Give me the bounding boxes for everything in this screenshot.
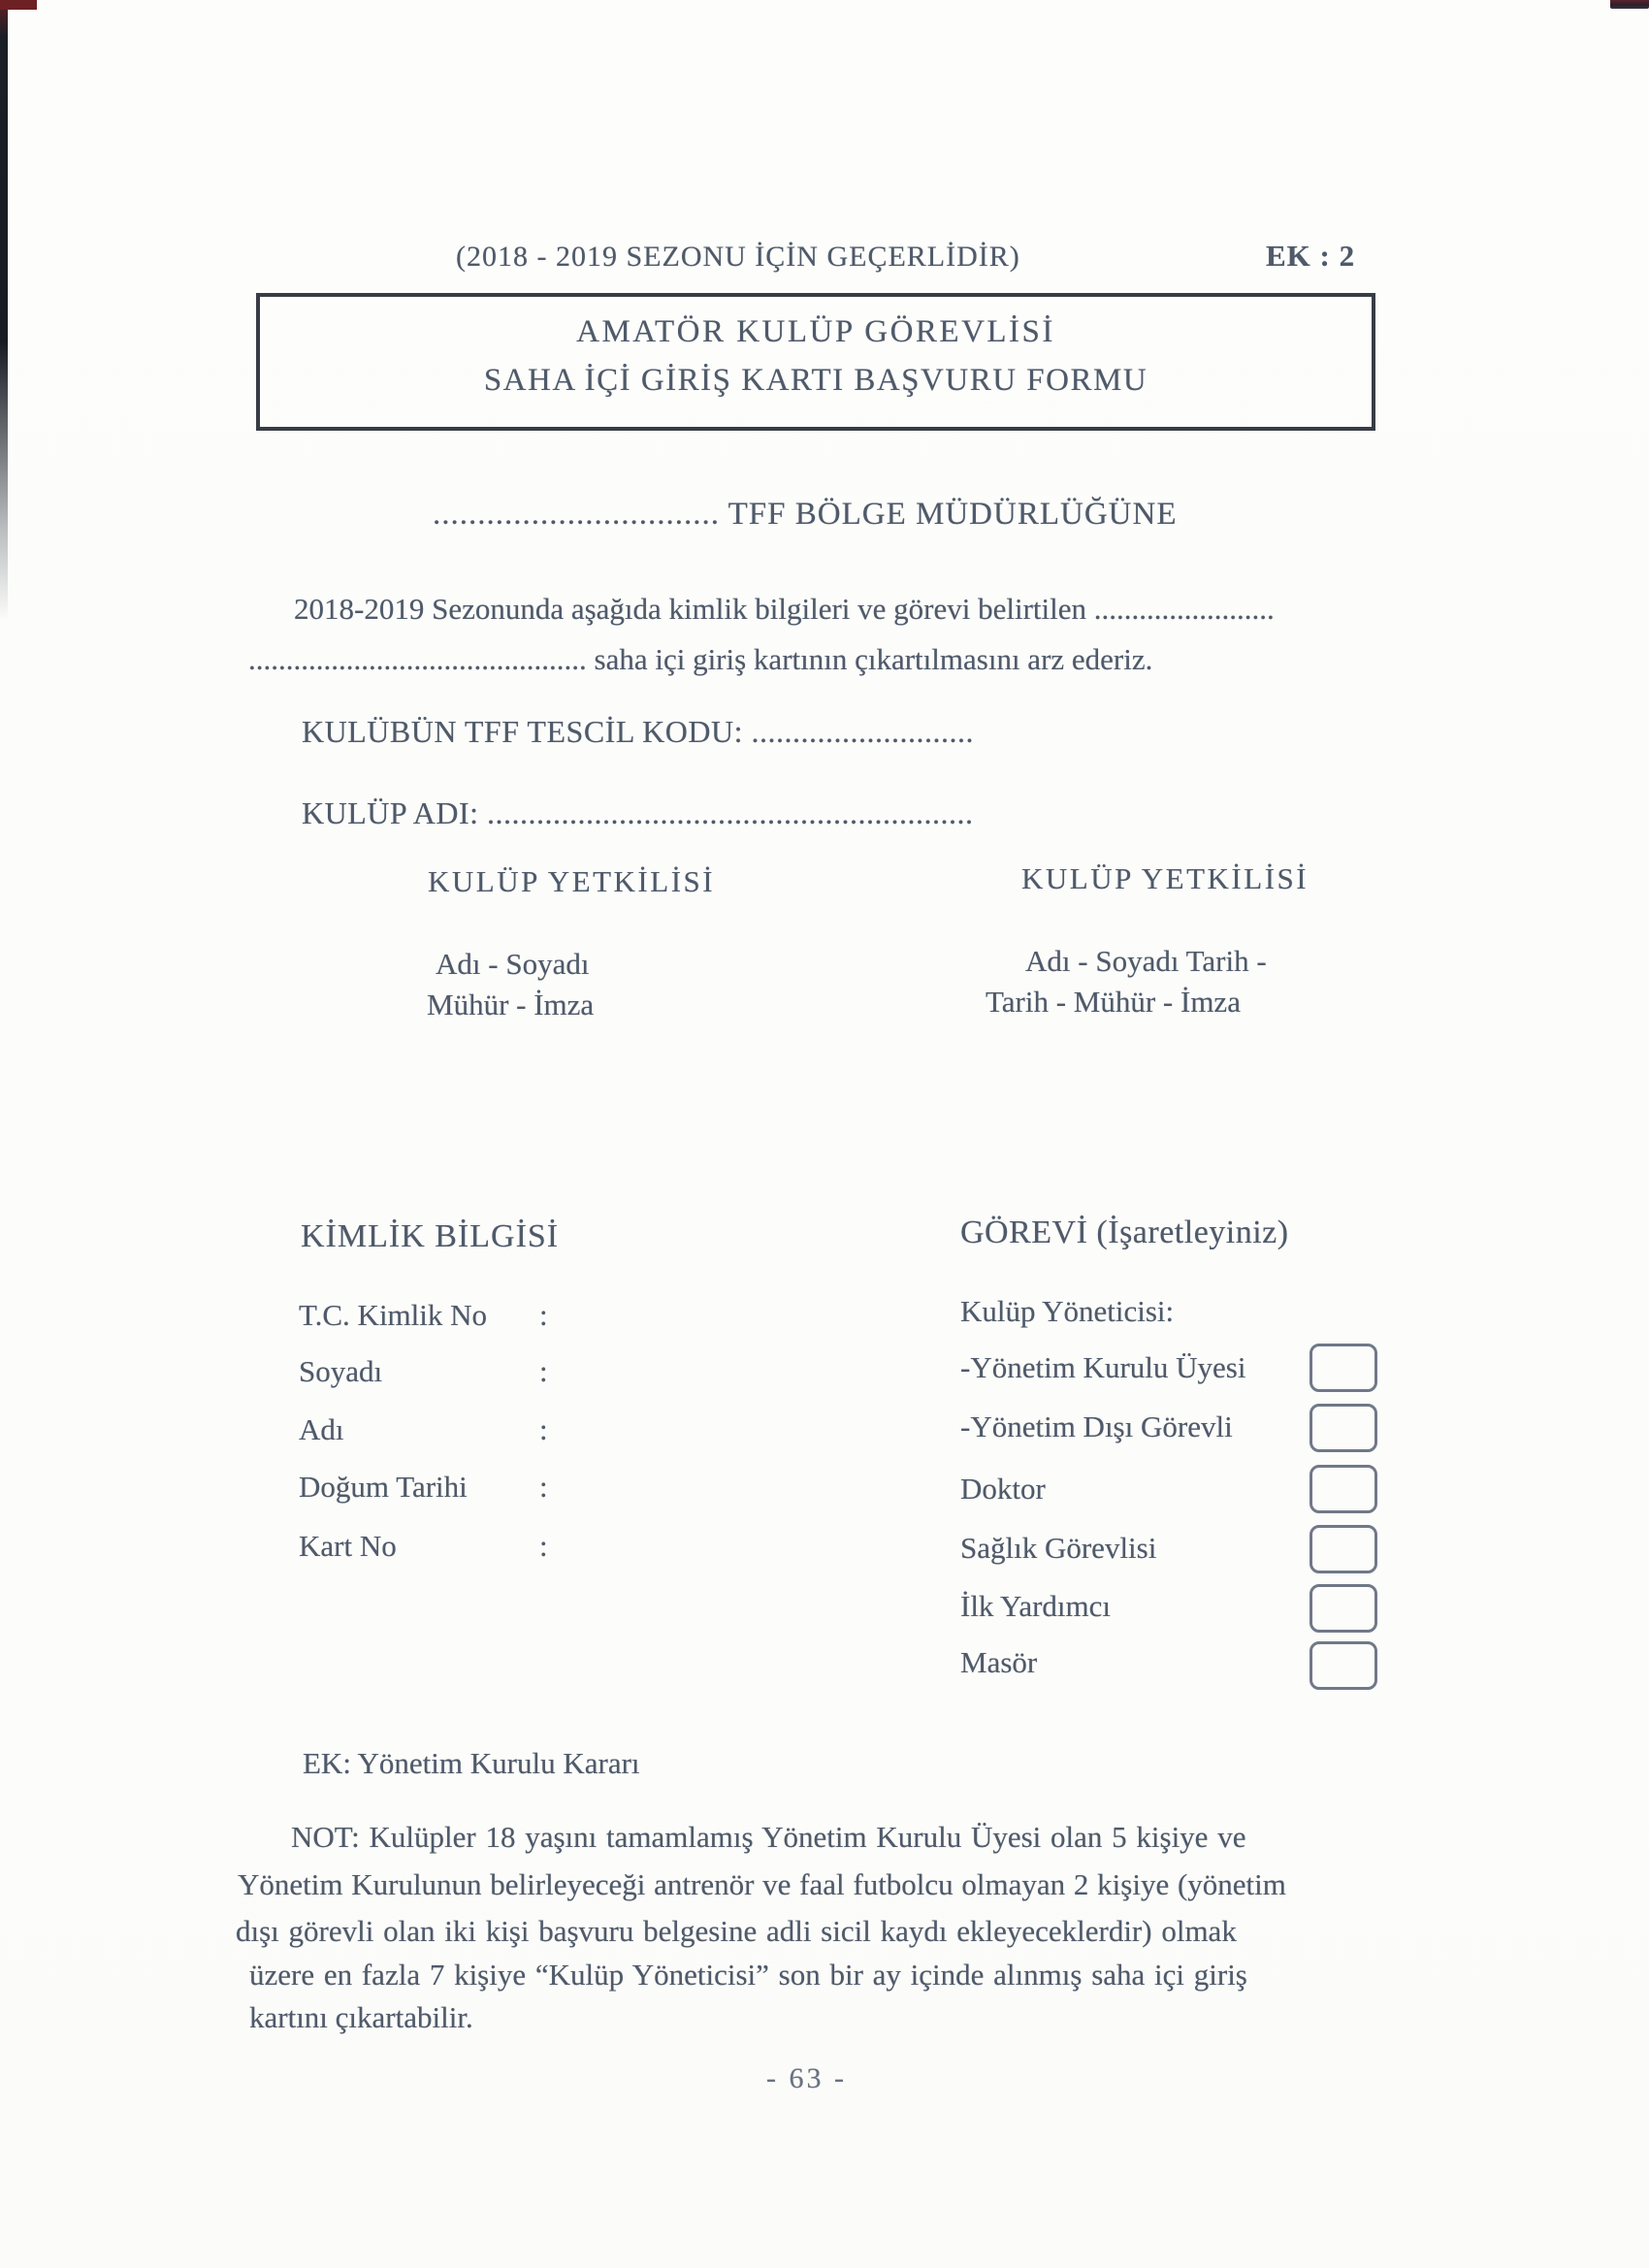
checkbox-masseur[interactable] — [1310, 1641, 1377, 1690]
identity-field-name-label: Adı — [299, 1412, 344, 1446]
club-tff-code-label: KULÜBÜN TFF TESCİL KODU: — [302, 714, 743, 749]
addressee-line: ................................ TFF BÖLGE MÜDÜRLÜĞÜNE — [433, 497, 1178, 532]
club-name-row — [302, 795, 973, 831]
duty-option-first-aider-label: İlk Yardımcı — [960, 1589, 1111, 1623]
identity-field-cardno-label: Kart No — [299, 1529, 397, 1563]
identity-field-birthdate-colon: : — [539, 1470, 548, 1504]
footnote-line-1: NOT: Kulüpler 18 yaşını tamamlamış Yönetim Kurulu Üyesi olan 5 kişiye ve — [291, 1820, 1246, 1854]
identity-field-cardno-colon: : — [539, 1529, 548, 1563]
identity-field-name-colon: : — [539, 1412, 548, 1446]
signatory-right-name-line: Adı - Soyadı Tarih - — [1025, 944, 1267, 978]
attachment-note: EK: Yönetim Kurulu Kararı — [303, 1746, 640, 1780]
form-title-line2: SAHA İÇİ GİRİŞ KARTI BAŞVURU FORMU — [483, 363, 1148, 398]
duty-subtitle-club-manager: Kulüp Yöneticisi: — [960, 1294, 1175, 1328]
identity-field-tc-label: T.C. Kimlik No — [299, 1298, 488, 1332]
signatory-right-seal-line: Tarih - Mühür - İmza — [986, 985, 1241, 1019]
signatory-right-title: KULÜP YETKİLİSİ — [1021, 861, 1310, 895]
identity-field-surname-label: Soyadı — [299, 1354, 383, 1388]
checkbox-health-officer[interactable] — [1310, 1525, 1377, 1573]
signatory-left-name-line: Adı - Soyadı — [436, 947, 590, 981]
duty-option-masseur-label: Masör — [960, 1645, 1038, 1679]
form-title-line1: AMATÖR KULÜP GÖREVLİSİ — [576, 314, 1055, 349]
intro-line-1: 2018-2019 Sezonunda aşağıda kimlik bilgileri ve görevi belirtilen ........................ — [294, 592, 1275, 626]
club-name-blank[interactable]: ........................................................... — [486, 795, 974, 830]
form-title-box — [256, 293, 1375, 431]
identity-section-title: KİMLİK BİLGİSİ — [301, 1218, 560, 1254]
duty-option-health-officer-label: Sağlık Görevlisi — [960, 1531, 1157, 1565]
footnote-line-3: dışı görevli olan iki kişi başvuru belgesine adli sicil kaydı ekleyeceklerdir) olmak — [236, 1914, 1237, 1948]
club-tff-code-row — [302, 714, 974, 750]
signatory-left-seal-line: Mühür - İmza — [427, 988, 595, 1021]
intro-line-2: ............................................. saha içi giriş kartının çıkartılmasını arz ederiz. — [248, 642, 1153, 676]
signatory-left-title: KULÜP YETKİLİSİ — [428, 864, 716, 898]
page-number: - 63 - — [766, 2062, 847, 2094]
duty-option-board-member-label: -Yönetim Kurulu Üyesi — [960, 1350, 1246, 1384]
club-tff-code-blank[interactable]: ........................... — [751, 714, 974, 749]
scan-artifact-left-edge — [0, 0, 8, 621]
scan-artifact-left-stub — [0, 0, 37, 10]
duty-option-doctor-label: Doktor — [960, 1472, 1046, 1506]
duty-option-non-board-official-label: -Yönetim Dışı Görevli — [960, 1409, 1233, 1443]
duty-section-title: GÖREVİ (İşaretleyiniz) — [960, 1215, 1289, 1250]
scan-artifact-right-edge — [1610, 0, 1649, 9]
checkbox-non-board-official[interactable] — [1310, 1404, 1377, 1452]
identity-field-birthdate-label: Doğum Tarihi — [299, 1470, 468, 1504]
checkbox-doctor[interactable] — [1310, 1465, 1377, 1513]
annex-label: EK : 2 — [1266, 239, 1356, 273]
footnote-line-2: Yönetim Kurulunun belirleyeceği antrenör ve faal futbolcu olmayan 2 kişiye (yönetim — [238, 1867, 1286, 1901]
season-validity-note: (2018 - 2019 SEZONU İÇİN GEÇERLİDİR) — [456, 241, 1020, 273]
checkbox-first-aider[interactable] — [1310, 1584, 1377, 1633]
identity-field-tc-colon: : — [539, 1298, 548, 1332]
checkbox-board-member[interactable] — [1310, 1344, 1377, 1392]
footnote-line-4: üzere en fazla 7 kişiye “Kulüp Yöneticisi” son bir ay içinde alınmış saha içi giriş — [249, 1958, 1247, 1992]
footnote-line-5: kartını çıkartabilir. — [249, 2000, 473, 2034]
club-name-label: KULÜP ADI: — [302, 795, 479, 830]
identity-field-surname-colon: : — [539, 1354, 548, 1388]
